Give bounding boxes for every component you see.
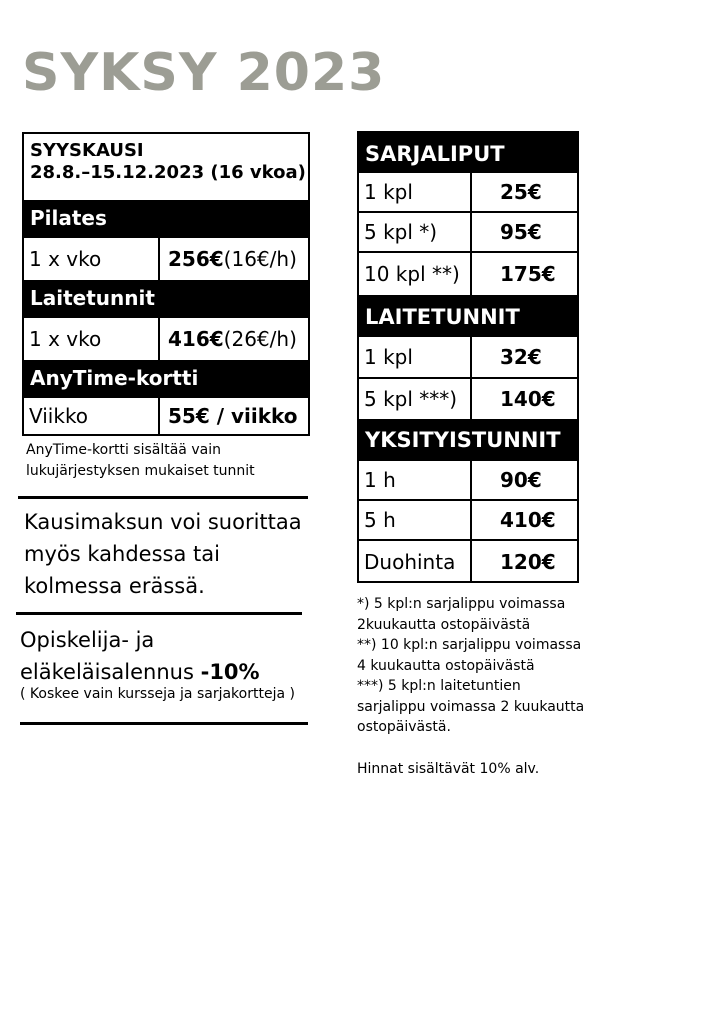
price-hourly: (26€/h)	[223, 327, 297, 351]
table-row	[359, 461, 577, 499]
row-price	[158, 398, 308, 434]
row-price: 95€	[470, 213, 577, 251]
table-row	[359, 211, 577, 251]
footnotes	[357, 594, 584, 738]
divider	[16, 612, 302, 615]
row-price: 410€	[470, 501, 577, 539]
section-header-anytime: AnyTime-kortti	[24, 360, 308, 398]
row-price: 32€	[470, 337, 577, 377]
row-label: 1 x vko	[29, 247, 102, 271]
discount-line: Opiskelija- ja	[20, 628, 155, 652]
price-value: 55€ / viikko	[168, 404, 298, 428]
footnote-line: **) 10 kpl:n sarjalippu voimassa	[357, 637, 582, 653]
footnote-line: 2kuukautta ostopäivästä	[357, 616, 531, 633]
row-price	[158, 318, 308, 360]
footnote-line: sarjalippu voimassa 2 kuukautta	[357, 698, 585, 715]
row-label: 1 h	[364, 468, 396, 492]
row-label: 1 kpl	[364, 180, 413, 204]
row-label: 5 h	[364, 508, 396, 532]
note-line: AnyTime-kortti sisältää vain	[26, 442, 221, 458]
footnote-line: ostopäivästä.	[357, 719, 451, 735]
installment-info	[24, 506, 302, 602]
note-line: lukujärjestyksen mukaiset tunnit	[26, 463, 255, 479]
row-label: 5 kpl ***)	[364, 387, 458, 411]
discount-value: -10%	[200, 660, 260, 684]
ticket-price-table	[357, 131, 579, 583]
footnote-line: ***) 5 kpl:n laitetuntien	[357, 678, 521, 694]
section-header-laitetunnit: Laitetunnit	[24, 280, 308, 318]
section-header-sarjaliput: SARJALIPUT	[359, 133, 577, 173]
paragraph-line: kolmessa erässä.	[24, 574, 205, 598]
paragraph-line: Kausimaksun voi suorittaa	[24, 510, 302, 534]
season-dates: 28.8.–15.12.2023 (16 vkoa)	[30, 162, 306, 183]
row-price: 140€	[470, 379, 577, 419]
discount-note: ( Koskee vain kursseja ja sarjakortteja )	[20, 686, 295, 702]
row-label: Viikko	[29, 404, 89, 428]
row-price: 90€	[470, 461, 577, 499]
discount-info	[20, 624, 260, 688]
season-label: SYYSKAUSI	[30, 140, 144, 161]
row-label: 1 x vko	[29, 327, 102, 351]
row-price: 25€	[470, 173, 577, 211]
price-value: 256€	[168, 247, 224, 271]
table-row	[359, 499, 577, 539]
row-price: 175€	[470, 253, 577, 295]
discount-text: eläkeläisalennus	[20, 660, 201, 684]
row-price: 120€	[470, 541, 577, 583]
table-row	[24, 238, 308, 280]
table-row	[359, 337, 577, 377]
row-label: 5 kpl *)	[364, 220, 438, 244]
table-row	[24, 398, 308, 434]
row-price	[158, 238, 308, 280]
footnote-line: 4 kuukautta ostopäivästä	[357, 657, 535, 674]
anytime-note	[26, 440, 255, 482]
divider	[18, 496, 308, 499]
season-header	[24, 134, 308, 200]
row-label: 10 kpl **)	[364, 262, 460, 286]
table-row	[359, 377, 577, 419]
section-header-yksityistunnit: YKSITYISTUNNIT	[359, 419, 577, 461]
table-row	[359, 251, 577, 295]
footnote-line: *) 5 kpl:n sarjalippu voimassa	[357, 596, 566, 612]
row-label: Duohinta	[364, 550, 456, 574]
table-row	[359, 173, 577, 211]
section-header-pilates: Pilates	[24, 200, 308, 238]
table-row	[359, 539, 577, 583]
row-label: 1 kpl	[364, 345, 413, 369]
price-hourly: (16€/h)	[223, 247, 297, 271]
divider	[20, 722, 308, 725]
vat-note: Hinnat sisältävät 10% alv.	[357, 761, 540, 777]
price-value: 416€	[168, 327, 224, 351]
table-row	[24, 318, 308, 360]
page-title: SYKSY 2023	[22, 43, 386, 103]
section-header-laitetunnit: LAITETUNNIT	[359, 295, 577, 337]
paragraph-line: myös kahdessa tai	[24, 542, 220, 566]
season-price-table	[22, 132, 310, 436]
